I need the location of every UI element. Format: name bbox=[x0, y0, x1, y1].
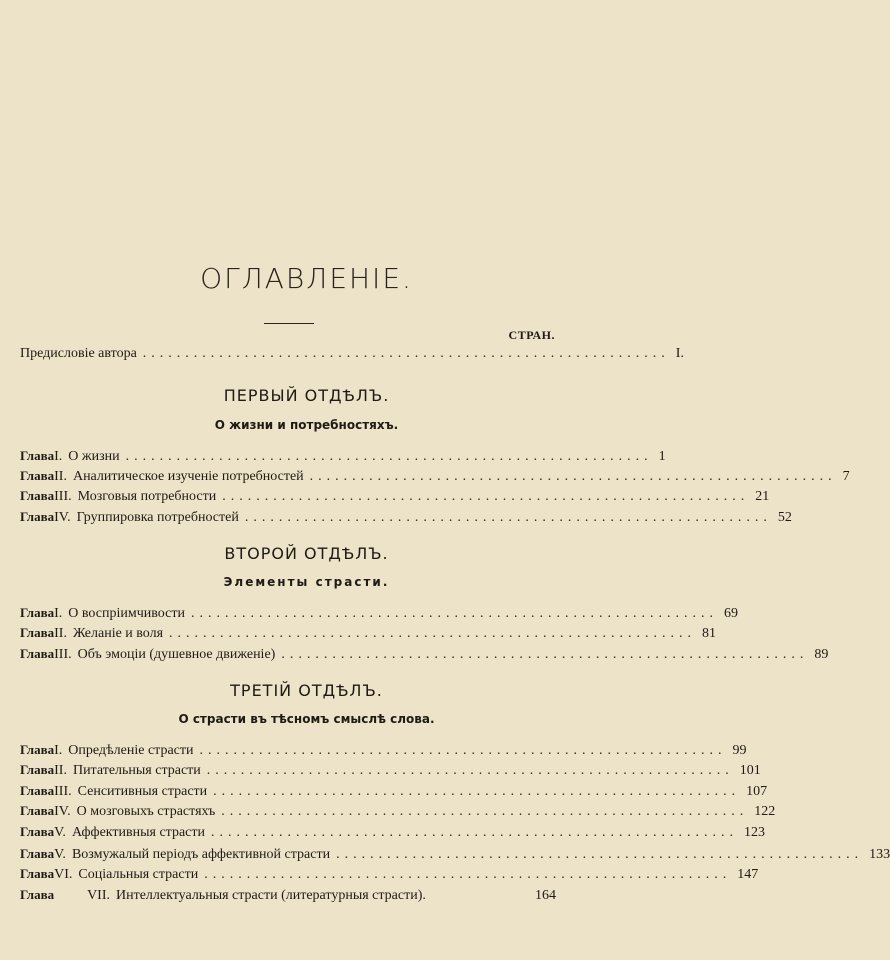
chapter-number: IV. bbox=[54, 804, 71, 819]
chapter-title: Аффективныя страсти bbox=[71, 825, 206, 840]
section-heading: ПЕРВЫЙ ОТДѢЛЪ. bbox=[223, 386, 390, 405]
chapter-page: 21 bbox=[755, 489, 770, 504]
chapter-title: Сенситивныя страсти bbox=[77, 784, 208, 799]
leader-dots: .............................................................. bbox=[125, 449, 653, 464]
chapter-label: Глава bbox=[20, 646, 55, 661]
chapter-title: Интеллектуальныя страсти (литературныя страсти). bbox=[116, 888, 426, 903]
chapter-label: Глава bbox=[20, 605, 55, 620]
chapter-page: 147 bbox=[737, 867, 759, 882]
chapter-title: Аналитическое изученіе потребностей bbox=[72, 469, 304, 484]
chapter-label: Глава bbox=[20, 866, 55, 881]
chapter-label: Глава bbox=[20, 625, 55, 640]
section-subheading: Элементы страсти. bbox=[223, 575, 390, 589]
toc-row bbox=[20, 762, 761, 782]
chapter-label: Глава bbox=[20, 803, 55, 818]
chapter-page: 133 bbox=[869, 847, 890, 862]
chapter-label: Глава bbox=[20, 509, 55, 524]
chapter-title: Соціальныя страсти bbox=[78, 867, 199, 882]
chapter-number: VI. bbox=[54, 867, 73, 882]
toc-row bbox=[20, 742, 747, 762]
toc-row bbox=[20, 783, 768, 803]
page-column-header: СТРАН. bbox=[508, 328, 555, 342]
chapter-label: Глава bbox=[20, 762, 55, 777]
chapter-label: Глава bbox=[20, 742, 55, 757]
leader-dots: .............................................................. bbox=[190, 606, 718, 621]
chapter-page: 69 bbox=[723, 606, 738, 621]
chapter-title: Питательныя страсти bbox=[72, 763, 201, 778]
chapter-title: Желаніе и воля bbox=[72, 626, 164, 641]
leader-dots: .............................................................. bbox=[309, 469, 837, 484]
toc-row bbox=[20, 625, 717, 645]
chapter-title: Мозговыя потребности bbox=[77, 489, 217, 504]
chapter-title: О жизни bbox=[68, 449, 120, 464]
chapter-page: 89 bbox=[814, 647, 829, 662]
chapter-number: V. bbox=[54, 847, 66, 862]
chapter-label: Глава bbox=[20, 468, 55, 483]
chapter-label: Глава bbox=[20, 488, 55, 503]
leader-dots: .............................................................. bbox=[221, 804, 749, 819]
chapter-label: Глава bbox=[20, 448, 55, 463]
chapter-number: II. bbox=[54, 469, 67, 484]
leader-dots: .............................................................. bbox=[336, 847, 864, 862]
chapter-page: 123 bbox=[744, 825, 766, 840]
leader-dots: .............................................................. bbox=[222, 489, 750, 504]
chapter-page: 7 bbox=[842, 469, 850, 484]
page-title: ОГЛАВЛЕНІЕ. bbox=[200, 262, 413, 295]
leader-dots: .............................................................. bbox=[206, 763, 734, 778]
chapter-page: 164 bbox=[535, 888, 556, 903]
toc-row bbox=[20, 803, 776, 823]
toc-row bbox=[20, 824, 766, 844]
leader-dots: .............................................................. bbox=[213, 784, 741, 799]
chapter-number: II. bbox=[54, 626, 67, 641]
chapter-number: V. bbox=[54, 825, 66, 840]
chapter-title: Возмужалый періодъ аффективной страсти bbox=[71, 847, 331, 862]
chapter-number: IV. bbox=[54, 510, 71, 525]
leader-dots: .............................................................. bbox=[281, 647, 809, 662]
preface-text: Предисловіе автора bbox=[20, 346, 137, 361]
title-rule bbox=[264, 323, 314, 324]
chapter-title: О воспріимчивости bbox=[68, 606, 185, 621]
section-subheading: О страсти въ тѣсномъ смыслѣ слова. bbox=[178, 712, 435, 726]
chapter-page: 99 bbox=[732, 743, 747, 758]
toc-row bbox=[20, 846, 890, 866]
leader-dots: .............................................................. bbox=[199, 743, 727, 758]
chapter-title: Группировка потребностей bbox=[76, 510, 239, 525]
toc-row bbox=[20, 448, 666, 468]
chapter-title: Опредѣленіе страсти bbox=[68, 743, 194, 758]
chapter-number: III. bbox=[54, 647, 72, 662]
toc-row bbox=[20, 605, 738, 625]
chapter-number: VII. bbox=[87, 888, 110, 903]
chapter-label: Глава bbox=[20, 824, 55, 839]
toc-row bbox=[20, 468, 850, 488]
chapter-page: 101 bbox=[739, 763, 761, 778]
chapter-number: III. bbox=[54, 784, 72, 799]
section-heading: ВТОРОЙ ОТДѢЛЪ. bbox=[224, 544, 389, 563]
toc-row bbox=[20, 488, 770, 508]
chapter-label: Глава bbox=[20, 846, 55, 861]
chapter-title: О мозговыхъ страстяхъ bbox=[76, 804, 216, 819]
toc-row bbox=[20, 887, 556, 907]
toc-row bbox=[20, 866, 759, 886]
leader-dots: .............................................................. bbox=[211, 825, 739, 840]
chapter-number: II. bbox=[54, 763, 67, 778]
leader-dots: .............................................................. bbox=[169, 626, 697, 641]
toc-row bbox=[20, 509, 792, 529]
leader-dots: .............................................................. bbox=[244, 510, 772, 525]
preface-page: I. bbox=[675, 346, 684, 361]
chapter-page: 81 bbox=[702, 626, 717, 641]
chapter-page: 52 bbox=[777, 510, 792, 525]
chapter-number: I. bbox=[54, 743, 63, 758]
chapter-page: 1 bbox=[658, 449, 666, 464]
leader-dots: .............................................................. bbox=[204, 867, 732, 882]
chapter-page: 107 bbox=[746, 784, 768, 799]
chapter-label: Глава bbox=[20, 783, 55, 798]
chapter-title: Объ эмоціи (душевное движеніе) bbox=[77, 647, 276, 662]
chapter-number: III. bbox=[54, 489, 72, 504]
chapter-number: I. bbox=[54, 606, 63, 621]
preface-row bbox=[20, 346, 684, 366]
toc-row bbox=[20, 646, 829, 666]
chapter-page: 122 bbox=[754, 804, 776, 819]
section-heading: ТРЕТІЙ ОТДѢЛЪ. bbox=[230, 681, 383, 700]
leader-dots: .............................................................. bbox=[142, 346, 670, 361]
chapter-label: Глава bbox=[20, 887, 55, 902]
section-subheading: О жизни и потребностяхъ. bbox=[214, 418, 399, 432]
chapter-number: I. bbox=[54, 449, 63, 464]
